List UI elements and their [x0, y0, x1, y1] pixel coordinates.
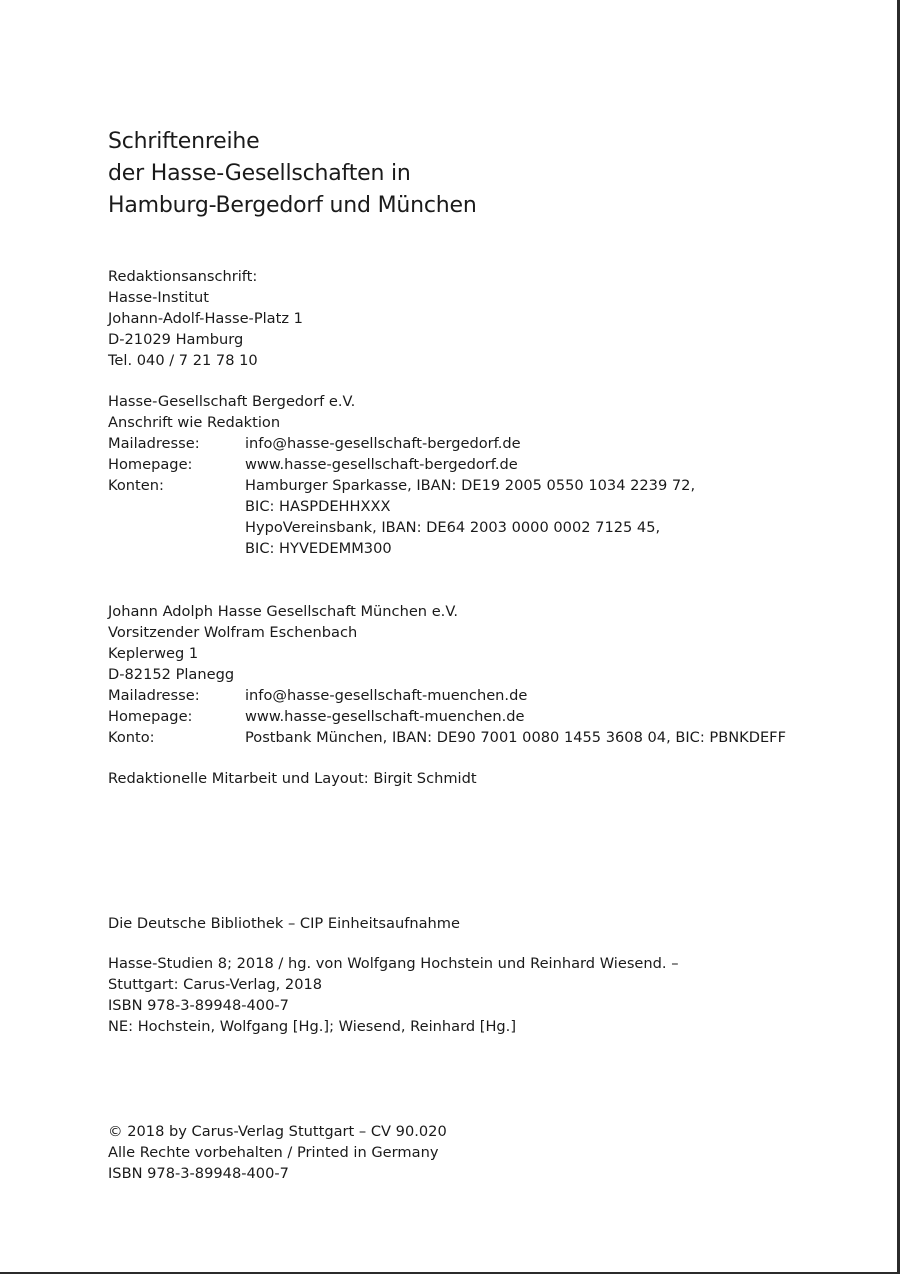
mail-value: info@hasse-gesellschaft-muenchen.de — [245, 687, 528, 704]
homepage-value: www.hasse-gesellschaft-bergedorf.de — [245, 456, 518, 473]
muenchen-street: Keplerweg 1 — [108, 645, 199, 662]
cip-heading: Die Deutsche Bibliothek – CIP Einheitsaufnahme — [108, 915, 460, 932]
bergedorf-homepage-row — [108, 454, 695, 475]
series-title-line: der Hasse-Gesellschaften in — [108, 161, 411, 186]
editorial-address-line: D-21029 Hamburg — [108, 331, 244, 348]
muenchen-account-row — [108, 727, 786, 748]
cip-line: Hasse-Studien 8; 2018 / hg. von Wolfgang Hochstein und Reinhard Wiesend. – — [108, 955, 679, 972]
bergedorf-name: Hasse-Gesellschaft Bergedorf e.V. — [108, 393, 356, 410]
editorial-address-line: Johann-Adolf-Hasse-Platz 1 — [108, 310, 303, 327]
muenchen-society — [108, 601, 786, 748]
cip-line: NE: Hochstein, Wolfgang [Hg.]; Wiesend, Reinhard [Hg.] — [108, 1018, 517, 1035]
bergedorf-accounts-row — [108, 475, 695, 496]
editorial-address-line: Hasse-Institut — [108, 289, 209, 306]
muenchen-mail-row — [108, 685, 786, 706]
series-title — [108, 126, 808, 222]
accounts-line: BIC: HYVEDEMM300 — [245, 540, 392, 557]
accounts-label: Konten: — [108, 477, 164, 494]
homepage-value: www.hasse-gesellschaft-muenchen.de — [245, 708, 525, 725]
copyright-line: Alle Rechte vorbehalten / Printed in Germany — [108, 1144, 439, 1161]
mail-label: Mailadresse: — [108, 687, 200, 704]
cip-line: Stuttgart: Carus-Verlag, 2018 — [108, 976, 323, 993]
homepage-label: Homepage: — [108, 456, 193, 473]
bergedorf-mail-row — [108, 433, 695, 454]
muenchen-homepage-row — [108, 706, 786, 727]
homepage-label: Homepage: — [108, 708, 193, 725]
series-title-line: Hamburg-Bergedorf und München — [108, 193, 477, 218]
editorial-staff-line: Redaktionelle Mitarbeit und Layout: Birgit Schmidt — [108, 770, 477, 787]
mail-label: Mailadresse: — [108, 435, 200, 452]
copyright-line: ISBN 978-3-89948-400-7 — [108, 1165, 289, 1182]
accounts-line: BIC: HASPDEHHXXX — [245, 498, 391, 515]
accounts-line: Hamburger Sparkasse, IBAN: DE19 2005 0550 1034 2239 72, — [245, 477, 696, 494]
account-label: Konto: — [108, 729, 155, 746]
account-value: Postbank München, IBAN: DE90 7001 0080 1455 3608 04, BIC: PBNKDEFF — [245, 729, 786, 746]
mail-value: info@hasse-gesellschaft-bergedorf.de — [245, 435, 521, 452]
editorial-address-line: Tel. 040 / 7 21 78 10 — [108, 352, 258, 369]
muenchen-name: Johann Adolph Hasse Gesellschaft München e.V. — [108, 603, 459, 620]
bergedorf-society — [108, 391, 695, 559]
series-title-line: Schriftenreihe — [108, 129, 260, 154]
copyright-notice — [108, 1121, 447, 1184]
editorial-address — [108, 266, 303, 371]
bergedorf-address-note: Anschrift wie Redaktion — [108, 414, 281, 431]
editorial-staff — [108, 768, 477, 789]
accounts-line: HypoVereinsbank, IBAN: DE64 2003 0000 0002 7125 45, — [245, 519, 661, 536]
editorial-address-heading: Redaktionsanschrift: — [108, 268, 258, 285]
muenchen-city: D-82152 Planegg — [108, 666, 235, 683]
cip-record — [108, 913, 679, 1037]
cip-line: ISBN 978-3-89948-400-7 — [108, 997, 289, 1014]
muenchen-chair: Vorsitzender Wolfram Eschenbach — [108, 624, 358, 641]
copyright-line: © 2018 by Carus-Verlag Stuttgart – CV 90.020 — [108, 1123, 447, 1140]
